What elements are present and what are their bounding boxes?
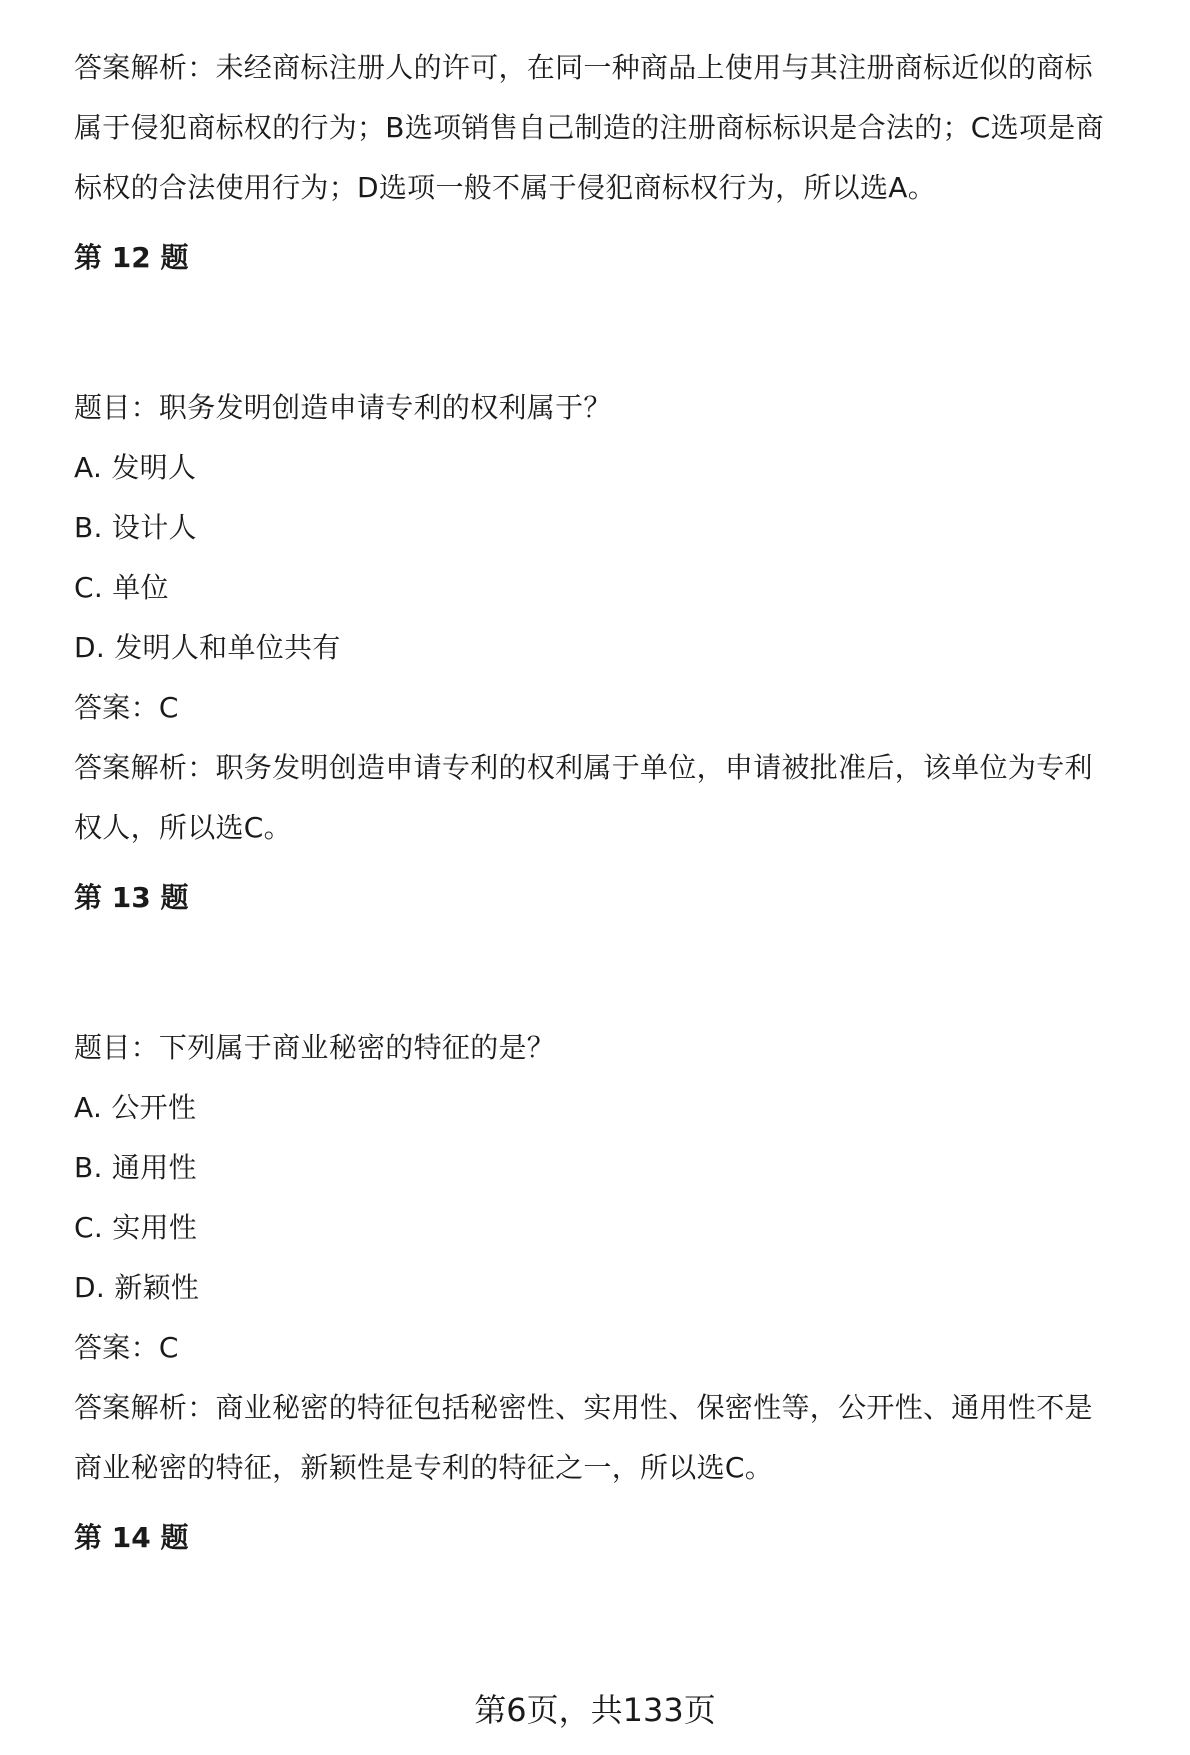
option-c: C. 单位	[74, 571, 169, 604]
question-12	[74, 228, 1174, 858]
answer: 答案：C	[74, 691, 179, 724]
question-heading: 第 14 题	[74, 1521, 189, 1554]
question-14	[74, 1508, 1174, 1568]
analysis-line: 答案解析：职务发明创造申请专利的权利属于单位，申请被批准后，该单位为专利	[74, 751, 1093, 784]
option-a: A. 公开性	[74, 1091, 197, 1124]
option-a: A. 发明人	[74, 451, 197, 484]
question-13	[74, 868, 1174, 1498]
page-number: 第6页，共133页	[474, 1691, 716, 1729]
question-prompt: 题目：下列属于商业秘密的特征的是？	[74, 1031, 556, 1064]
analysis-line: 属于侵犯商标权的行为；B选项销售自己制造的注册商标标识是合法的；C选项是商	[74, 111, 1104, 144]
question-heading: 第 13 题	[74, 881, 189, 914]
answer-analysis-q11	[74, 38, 1174, 218]
answer: 答案：C	[74, 1331, 179, 1364]
option-d: D. 新颖性	[74, 1271, 200, 1304]
question-heading: 第 12 题	[74, 241, 189, 274]
analysis-line: 标权的合法使用行为；D选项一般不属于侵犯商标权行为，所以选A。	[74, 171, 937, 204]
analysis-line: 答案解析：未经商标注册人的许可，在同一种商品上使用与其注册商标近似的商标	[74, 51, 1093, 84]
option-b: B. 设计人	[74, 511, 197, 544]
question-prompt: 题目：职务发明创造申请专利的权利属于？	[74, 391, 612, 424]
analysis-line: 商业秘密的特征，新颖性是专利的特征之一，所以选C。	[74, 1451, 774, 1484]
analysis-line: 答案解析：商业秘密的特征包括秘密性、实用性、保密性等，公开性、通用性不是	[74, 1391, 1093, 1424]
option-c: C. 实用性	[74, 1211, 198, 1244]
option-b: B. 通用性	[74, 1151, 197, 1184]
analysis-line: 权人，所以选C。	[74, 811, 292, 844]
document-page	[74, 38, 1174, 1568]
option-d: D. 发明人和单位共有	[74, 631, 341, 664]
